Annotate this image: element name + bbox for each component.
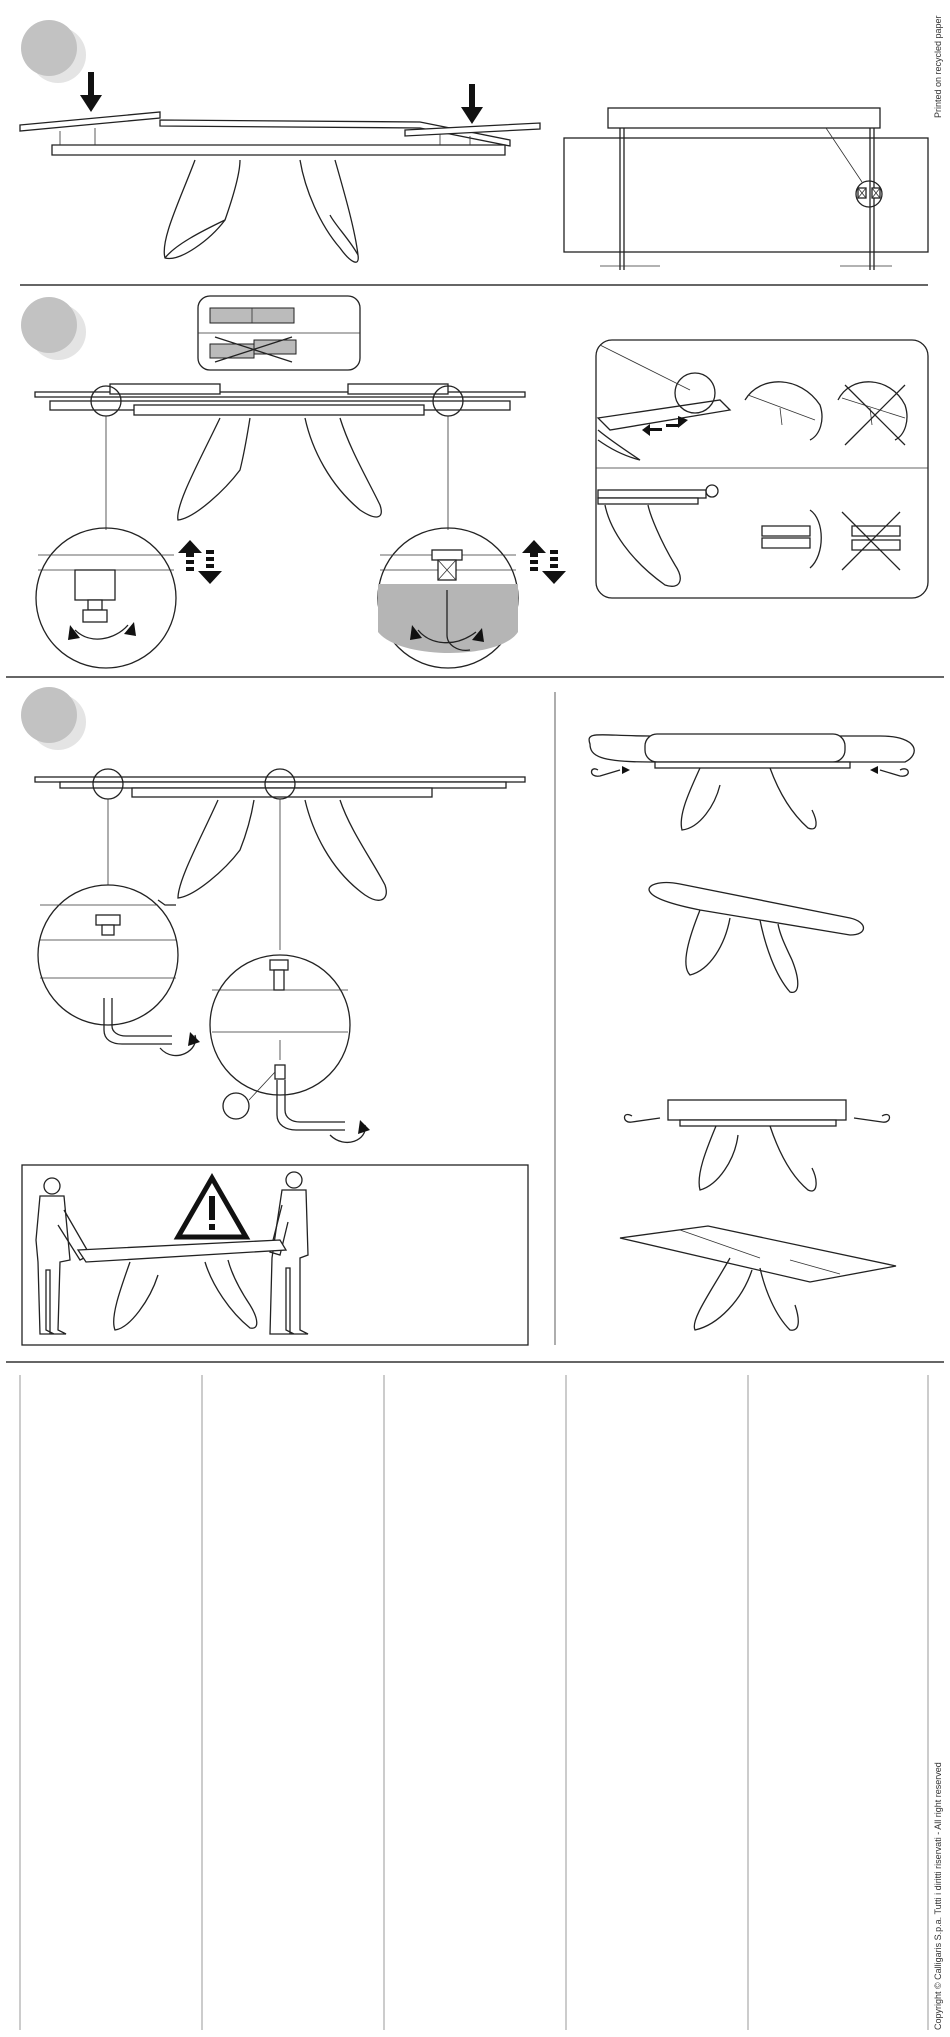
detail-circle-right	[378, 528, 518, 668]
table-view-closed-top	[589, 734, 914, 830]
joint-check-panel	[596, 340, 928, 598]
down-arrow-icon	[80, 72, 102, 112]
detail-circle-3b	[210, 955, 370, 1142]
step-1-badge	[21, 20, 86, 83]
section-1	[20, 20, 928, 270]
table-perspective-closed	[649, 883, 863, 993]
alignment-inset	[198, 296, 360, 370]
detail-circle-left	[36, 528, 176, 668]
copyright-note: Copyright © Calligaris S.p.a. Tutti i diritti riservati - All right reserved	[933, 1762, 943, 2030]
table-view-partial	[625, 1100, 890, 1191]
carried-table	[78, 1240, 286, 1330]
up-down-arrows-icon	[178, 540, 222, 584]
up-down-arrows-icon	[522, 540, 566, 584]
detail-circle-3a	[38, 885, 200, 1056]
down-arrow-icon	[461, 84, 483, 124]
recycled-paper-note: Printed on recycled paper	[933, 15, 943, 118]
table-side-drawing-2	[35, 384, 525, 530]
warning-triangle-icon	[178, 1178, 246, 1237]
lifting-warning-box	[22, 1165, 528, 1345]
instruction-columns	[20, 1375, 928, 2030]
front-elevation-drawing	[564, 108, 928, 270]
table-extension-drawing	[20, 112, 540, 262]
section-2	[21, 296, 928, 668]
table-perspective-extended	[620, 1226, 896, 1330]
section-3	[21, 687, 914, 1345]
person-right-figure	[270, 1172, 308, 1334]
step-2-badge	[21, 297, 86, 360]
step-3-badge	[21, 687, 86, 750]
